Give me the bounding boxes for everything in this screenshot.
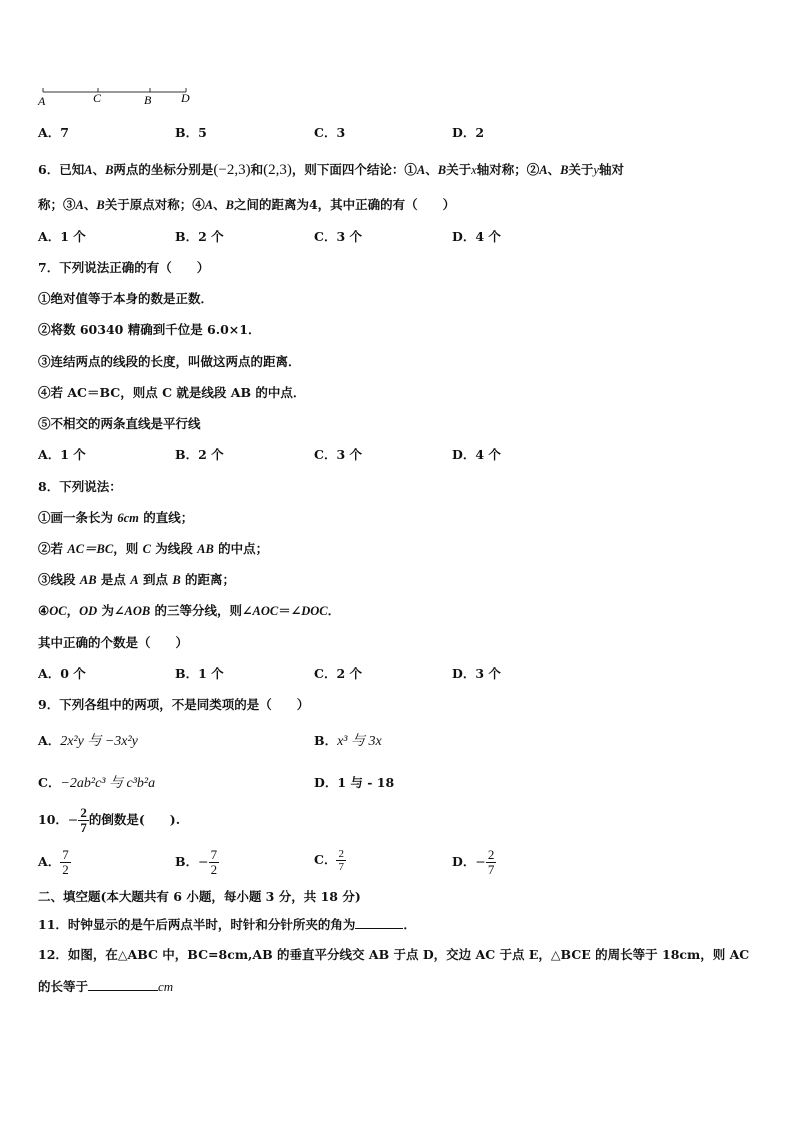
segment-figure [36,84,198,108]
q6-option-d: D．4 个 [452,229,501,244]
q9-stem: 9．下列各组中的两项，不是同类项的是（ ） [38,697,310,712]
q12-line2: 的长等于 cm [38,979,174,994]
q11-answer-blank[interactable] [355,916,403,929]
q10-option-b: B．− $\frac{7}{2}$ [175,847,218,877]
q7-stem: 7．下列说法正确的有（ ） [38,260,210,275]
q8-option-a: A．0 个 [38,666,86,681]
point-label-d: D [181,91,190,105]
q9-option-d: D．1 与 - 18 [314,775,395,790]
point-label-b: B [144,93,152,107]
q6-option-c: C．3 个 [314,229,362,244]
q6-coord-2: (2,3) [263,162,292,178]
q5-option-c: C．3 [314,125,346,140]
q6-stem-line2: 称；③A、B关于原点对称；④A、B之间的距离为4，其中正确的有（ ） [38,197,456,212]
q7-item-1: ①绝对值等于本身的数是正数． [38,291,214,306]
q5-option-b: B．5 [175,125,207,140]
q9-option-a: A．2x²y 与 −3x²y [38,733,138,749]
section-2-heading: 二、填空题(本大题共有 6 小题，每小题 3 分，共 18 分) [38,889,361,904]
q5-option-a: A．7 [38,125,69,140]
q8-item-4: ④OC，OD 为∠AOB 的三等分线，则∠AOC＝∠DOC． [38,603,341,618]
q5-option-d: D．2 [452,125,485,140]
q8-item-3: ③线段 AB 是点 A 到点 B 的距离； [38,572,236,587]
q8-option-b: B．1 个 [175,666,224,681]
q7-item-5: ⑤不相交的两条直线是平行线 [38,416,201,431]
q8-option-d: D．3 个 [452,666,501,681]
q12-answer-blank[interactable] [88,978,158,991]
point-label-a: A [38,94,46,108]
q7-option-b: B．2 个 [175,447,224,462]
q7-item-2: ②将数 60340 精确到千位是 6.0×1． [38,322,261,337]
q9-option-b: B．x³ 与 3x [314,733,382,749]
q8-item-2: ②若 AC＝BC，则 C 为线段 AB 的中点； [38,541,269,556]
q8-item-1: ①画一条长为 6cm 的直线； [38,510,194,525]
q7-item-4: ④若 AC＝BC，则点 C 就是线段 AB 的中点． [38,385,306,400]
q7-option-d: D．4 个 [452,447,501,462]
q7-item-3: ③连结两点的线段的长度，叫做这两点的距离． [38,354,301,369]
q10-stem: 10．− $\frac{2}{7}$ 的倒数是( ). [38,805,181,835]
q10-option-d: D．− $\frac{2}{7}$ [452,847,495,877]
point-label-c: C [93,91,102,105]
q7-option-c: C．3 个 [314,447,362,462]
q8-option-c: C．2 个 [314,666,362,681]
q8-stem: 8．下列说法： [38,479,122,494]
q6-option-b: B．2 个 [175,229,224,244]
q7-option-a: A．1 个 [38,447,86,462]
q8-question: 其中正确的个数是（ ） [38,635,189,650]
q9-option-c: C．−2ab²c³ 与 c³b²a [38,775,156,791]
q6-stem-line1: 6．已知A、B两点的坐标分别是(−2,3)和(2,3)，则下面四个结论：①A、B关于x轴对称；②A、B关于y轴对 [38,162,624,178]
q6-coord-1: (−2,3) [213,162,251,178]
q11: 11．时钟显示的是午后两点半时，时针和分针所夹的角为 ． [38,917,416,932]
q6-option-a: A．1 个 [38,229,86,244]
q10-option-c: C． $\frac{2}{7}$ [314,848,344,873]
q12-line1: 12．如图，在△ABC 中，BC=8cm,AB 的垂直平分线交 AB 于点 D，交边 AC 于点 E，△BCE 的周长等于 18cm，则 AC [38,947,750,962]
q10-option-a: A． $\frac{7}{2}$ [38,847,69,877]
